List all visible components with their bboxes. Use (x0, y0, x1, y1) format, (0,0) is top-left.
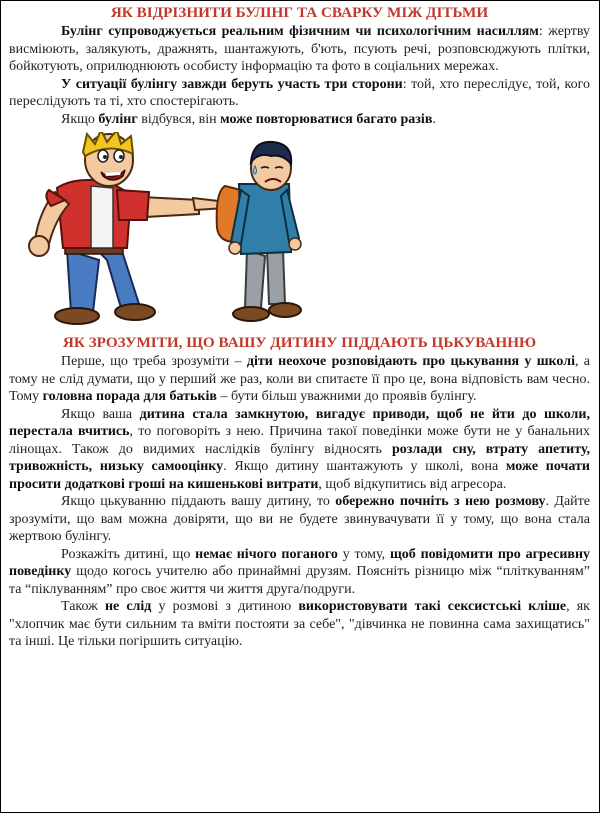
victim-figure (217, 142, 301, 321)
paragraph-signs: Якщо ваша дитина стала замкнутою, вигадує приводи, щоб не йти до школи, перестала вчитись, то поговоріть з нею. Причина такої поведінки може бути не у банальних лінощах. Також до видимих наслідків булінгу відносять розлади сну, втрату апетиту, тривожність, низьку самооцінку. Якщо дитину шантажують у школі, вона може почати просити додаткові гроші на кишенькові витрати, щоб відкупитись від агресора. (9, 406, 591, 492)
section-title-bullying-vs-quarrel: ЯК ВІДРІЗНИТИ БУЛІНГ ТА СВАРКУ МІЖ ДІТЬМИ (110, 4, 489, 21)
bully-pointing-at-sad-boy-icon (9, 132, 329, 334)
section-title-how-to-understand: ЯК ЗРОЗУМІТИ, ЩО ВАШУ ДИТИНУ ПІДДАЮТЬ ЦЬКУВАННЮ (62, 334, 537, 351)
paragraph-start-conversation: Якщо цькуванню піддають вашу дитину, то обережно почніть з нею розмову. Дайте зрозуміти, що вам можна довіряти, що ви не будете звинувачувати її у тому, що вона стала жертвою булінгу. (9, 494, 590, 544)
paragraph-first-thing: Перше, що треба зрозуміти – діти неохоче розповідають про цькування у школі, а тому не слід думати, що у перший же раз, коли ви спитаєте її про це, вона відповість вам чесно. Тому головна порада для батьків – бути більш уважними до проявів булінгу. (9, 354, 590, 404)
paragraph-repeats: Якщо булінг відбувся, він може повторюватися багато разів. (61, 111, 436, 127)
bullying-illustration (9, 132, 590, 334)
paragraph-no-cliches: Також не слід у розмові з дитиною використовувати такі сексистські кліше, як "хлопчик має бути сильним та вміти постояти за себе", "дівчинка не повинна сама захищатись" та інші. Це тільки погіршить ситуацію. (9, 599, 590, 649)
paragraph-three-sides: У ситуації булінгу завжди беруть участь три сторони: той, хто переслідує, той, кого переслідують та ті, хто спостерігають. (9, 76, 590, 109)
paragraph-tell-child: Розкажіть дитині, що немає нічого поганого у тому, щоб повідомити про агресивну поведінку щодо когось учителю або принаймні друзям. Поясніть різницю між “пліткуванням” та “піклуванням” про своє життя чи життя друга/подруги. (9, 546, 591, 597)
paragraph-bullying-definition: Булінг супроводжується реальним фізичним чи психологічним насиллям: жертву висміюють, залякують, дражнять, шантажують, б'ють, псують речі, розповсюджують плітки, бойкотують, оприлюднюють особисту інформацію та фото в соціальних мережах. (9, 24, 590, 74)
bully-figure (29, 132, 227, 324)
